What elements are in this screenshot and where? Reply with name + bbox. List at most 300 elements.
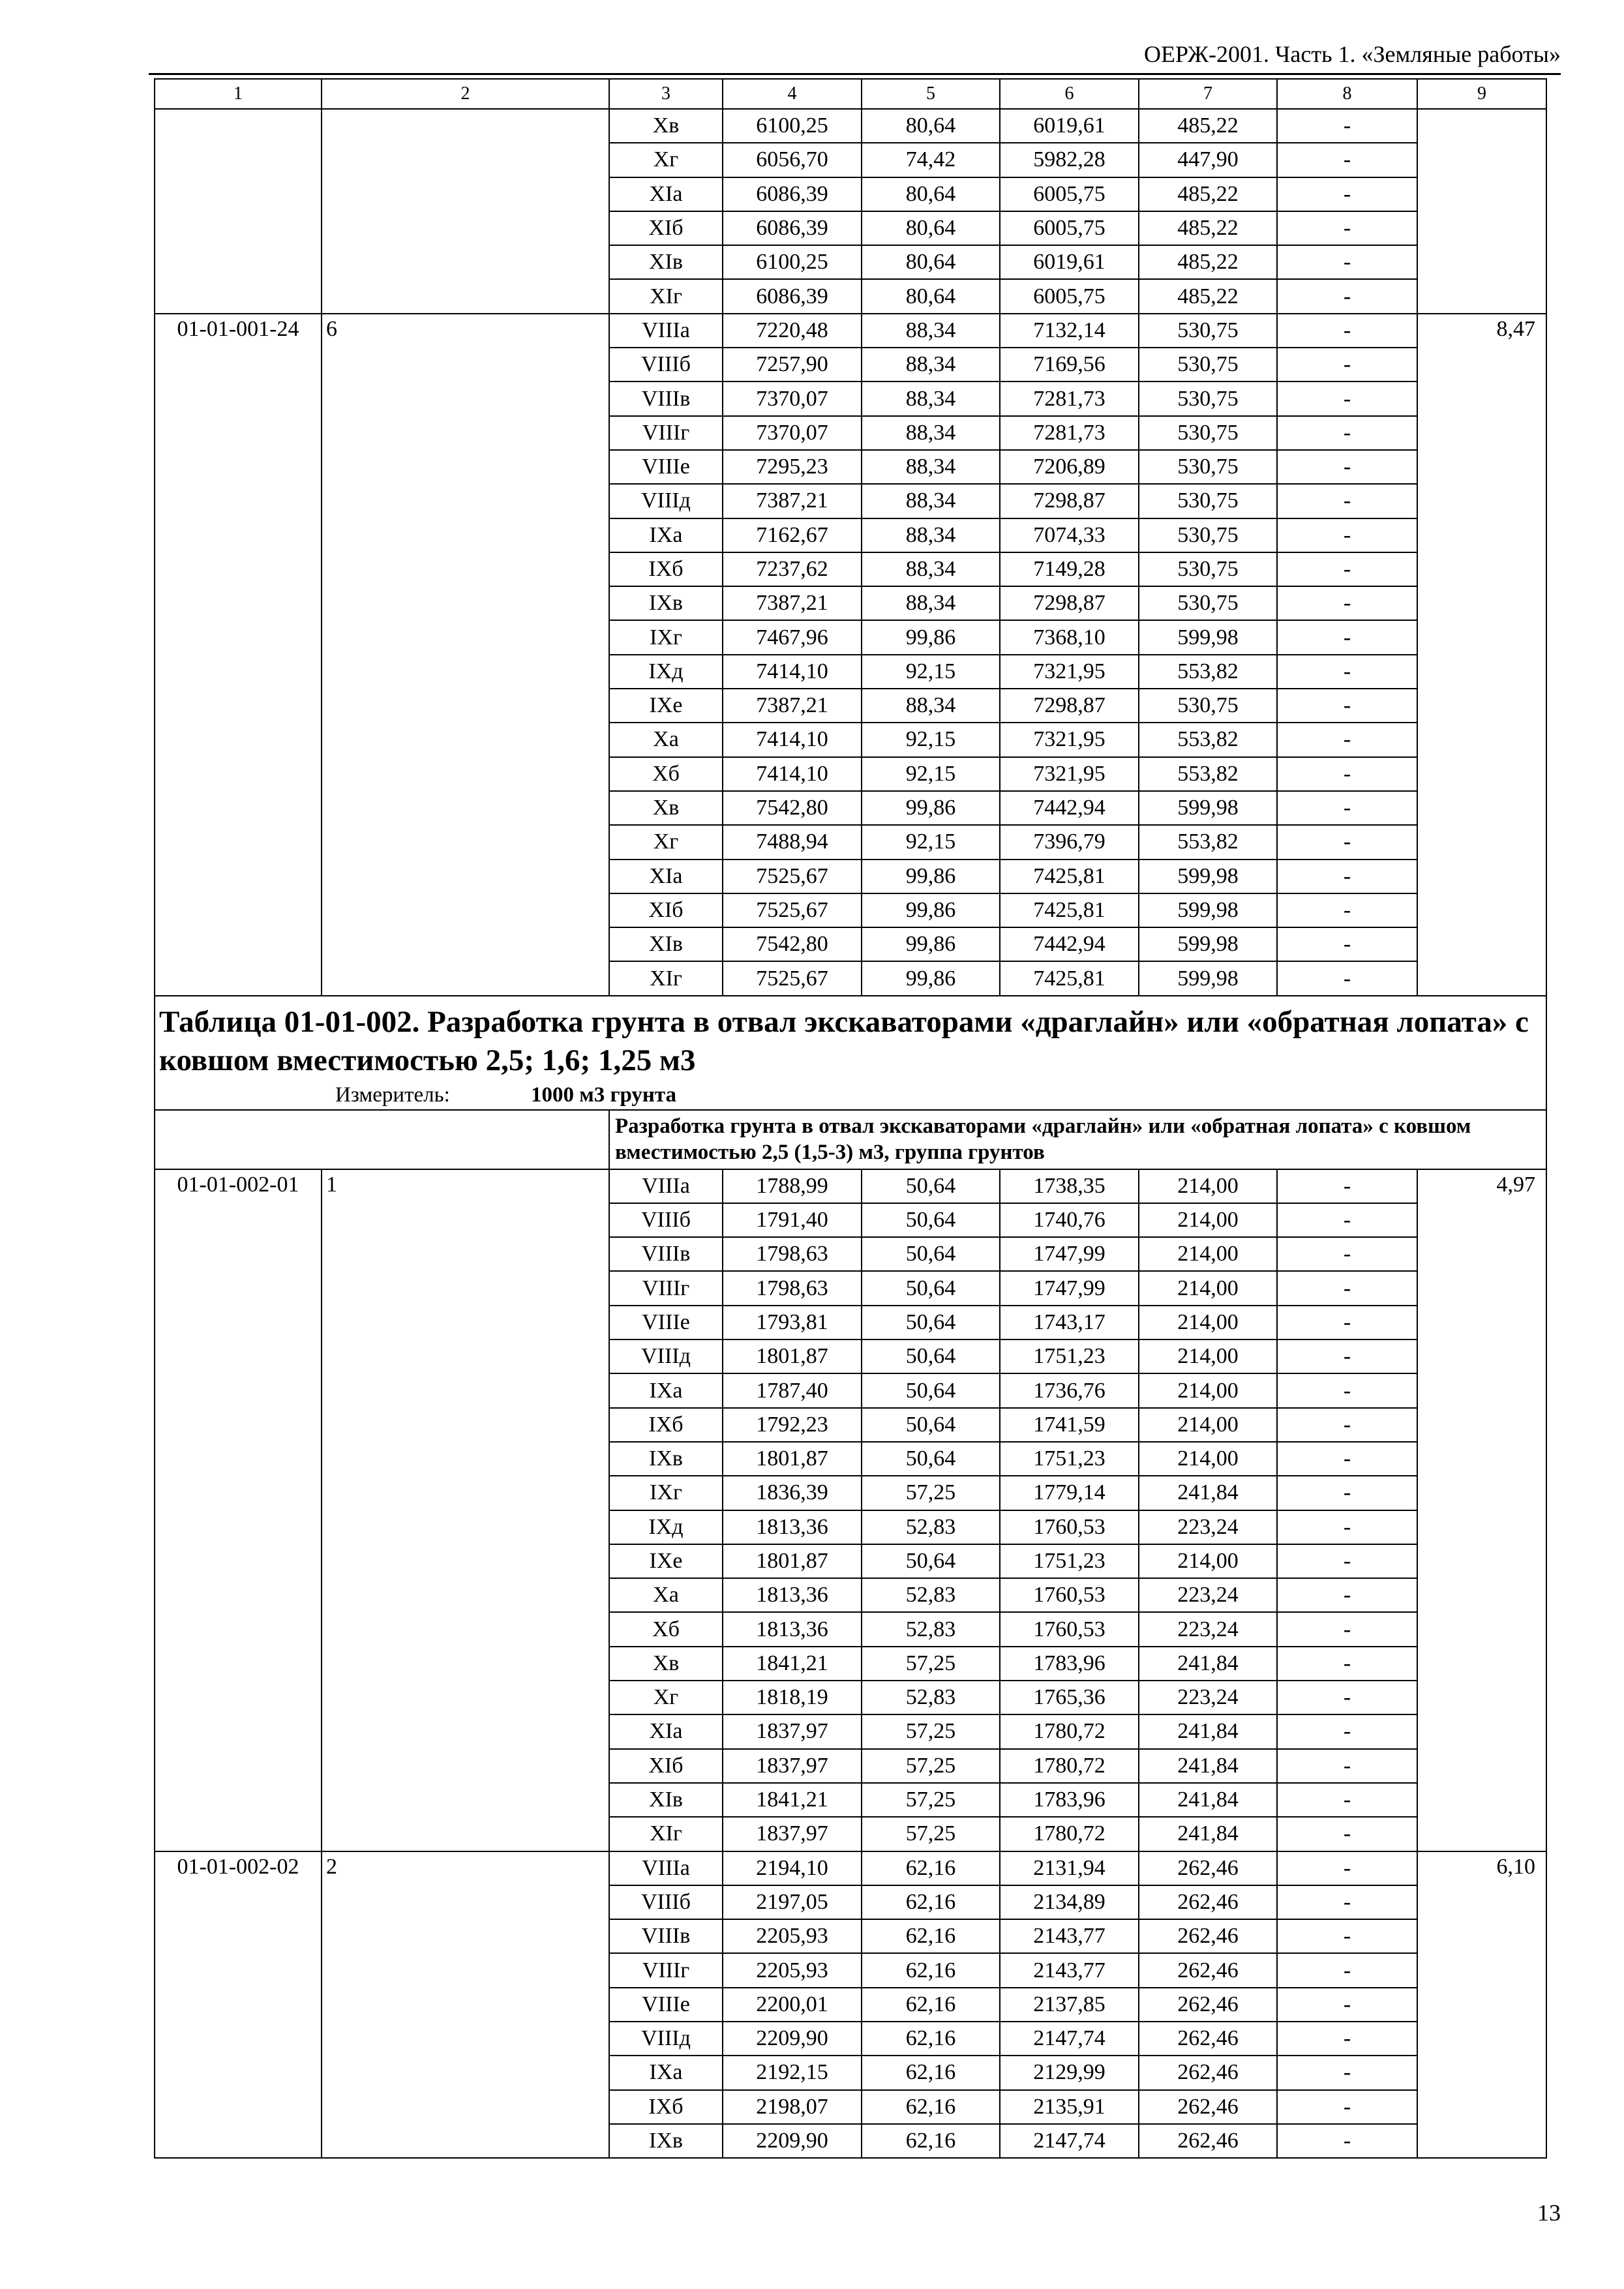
data-cell: - xyxy=(1277,1749,1417,1783)
data-cell: Xв xyxy=(609,109,723,143)
data-cell: 80,64 xyxy=(862,245,1000,279)
data-cell: 214,00 xyxy=(1139,1237,1277,1271)
data-cell: 7237,62 xyxy=(723,552,862,586)
column-number: 9 xyxy=(1417,79,1546,109)
data-cell: - xyxy=(1277,1237,1417,1271)
data-cell: 7442,94 xyxy=(1000,791,1139,825)
data-cell: 88,34 xyxy=(862,450,1000,484)
table-row xyxy=(155,1169,1546,1203)
data-cell: 50,64 xyxy=(862,1373,1000,1407)
data-cell: 1813,36 xyxy=(723,1510,862,1544)
data-cell: 99,86 xyxy=(862,620,1000,654)
data-cell: VIIIе xyxy=(609,1306,723,1339)
data-cell: 88,34 xyxy=(862,552,1000,586)
data-cell: 6086,39 xyxy=(723,211,862,245)
data-cell: 52,83 xyxy=(862,1681,1000,1714)
data-cell: 92,15 xyxy=(862,723,1000,756)
data-cell: - xyxy=(1277,1373,1417,1407)
data-cell: 6005,75 xyxy=(1000,279,1139,313)
data-cell: 214,00 xyxy=(1139,1408,1277,1442)
data-cell: 88,34 xyxy=(862,586,1000,620)
data-cell: 6005,75 xyxy=(1000,211,1139,245)
data-cell: 50,64 xyxy=(862,1408,1000,1442)
data-cell: 57,25 xyxy=(862,1783,1000,1817)
data-cell: 7281,73 xyxy=(1000,416,1139,450)
data-cell: VIIIг xyxy=(609,416,723,450)
data-cell: 92,15 xyxy=(862,757,1000,791)
data-cell: XIа xyxy=(609,860,723,893)
data-cell: 62,16 xyxy=(862,2056,1000,2089)
data-cell: IXа xyxy=(609,518,723,552)
data-cell: 1801,87 xyxy=(723,1544,862,1578)
data-cell: 1836,39 xyxy=(723,1476,862,1510)
data-cell: 7169,56 xyxy=(1000,348,1139,382)
data-cell: VIIIг xyxy=(609,1953,723,1987)
data-cell: 6086,39 xyxy=(723,279,862,313)
data-cell: 99,86 xyxy=(862,893,1000,927)
data-cell: 7414,10 xyxy=(723,655,862,689)
data-cell: IXг xyxy=(609,1476,723,1510)
data-cell: 1792,23 xyxy=(723,1408,862,1442)
data-cell: 1779,14 xyxy=(1000,1476,1139,1510)
column-number: 1 xyxy=(155,79,322,109)
data-cell: 553,82 xyxy=(1139,825,1277,859)
data-cell: 62,16 xyxy=(862,1919,1000,1953)
data-cell: VIIIв xyxy=(609,1919,723,1953)
data-cell: 2205,93 xyxy=(723,1919,862,1953)
data-cell: 1841,21 xyxy=(723,1783,862,1817)
data-cell: 52,83 xyxy=(862,1578,1000,1612)
data-cell: 599,98 xyxy=(1139,620,1277,654)
data-cell: 262,46 xyxy=(1139,2056,1277,2089)
table-row xyxy=(155,1851,1546,1885)
data-cell: 88,34 xyxy=(862,382,1000,415)
data-cell: 7321,95 xyxy=(1000,723,1139,756)
name-cell-empty xyxy=(322,109,609,314)
data-cell: - xyxy=(1277,1817,1417,1851)
data-cell: 262,46 xyxy=(1139,1885,1277,1919)
data-cell: 7488,94 xyxy=(723,825,862,859)
table-title: Таблица 01-01-002. Разработка грунта в отвал экскаваторами «драглайн» или «обратная лопата» с ковшом вместимостью 2,5; 1,6; 1,25 м3 xyxy=(155,996,1546,1081)
data-cell: 57,25 xyxy=(862,1749,1000,1783)
data-cell: 62,16 xyxy=(862,2090,1000,2124)
data-cell: 2143,77 xyxy=(1000,1953,1139,1987)
data-cell: - xyxy=(1277,1476,1417,1510)
data-cell: 80,64 xyxy=(862,211,1000,245)
data-cell: 223,24 xyxy=(1139,1681,1277,1714)
data-cell: - xyxy=(1277,791,1417,825)
data-cell: - xyxy=(1277,860,1417,893)
data-cell: 88,34 xyxy=(862,518,1000,552)
data-cell: 52,83 xyxy=(862,1612,1000,1646)
data-cell: 599,98 xyxy=(1139,961,1277,995)
data-cell: 50,64 xyxy=(862,1169,1000,1203)
data-cell: 57,25 xyxy=(862,1817,1000,1851)
data-cell: 7321,95 xyxy=(1000,655,1139,689)
data-cell: 62,16 xyxy=(862,1885,1000,1919)
data-cell: 6100,25 xyxy=(723,109,862,143)
data-cell: 2198,07 xyxy=(723,2090,862,2124)
data-cell: 7162,67 xyxy=(723,518,862,552)
data-cell: - xyxy=(1277,518,1417,552)
data-cell: - xyxy=(1277,961,1417,995)
rates-table xyxy=(154,78,1547,2159)
data-cell: 1793,81 xyxy=(723,1306,862,1339)
data-cell: Xв xyxy=(609,791,723,825)
data-cell: - xyxy=(1277,416,1417,450)
data-cell: - xyxy=(1277,1885,1417,1919)
data-cell: 57,25 xyxy=(862,1476,1000,1510)
data-cell: 1780,72 xyxy=(1000,1714,1139,1748)
data-cell: XIб xyxy=(609,1749,723,1783)
data-cell: VIIIв xyxy=(609,1237,723,1271)
data-cell: 1741,59 xyxy=(1000,1408,1139,1442)
data-cell: 485,22 xyxy=(1139,279,1277,313)
data-cell: 7206,89 xyxy=(1000,450,1139,484)
data-cell: 1780,72 xyxy=(1000,1817,1139,1851)
data-cell: 1751,23 xyxy=(1000,1442,1139,1476)
data-cell: 485,22 xyxy=(1139,177,1277,211)
data-cell: 447,90 xyxy=(1139,143,1277,177)
rates-table-body xyxy=(155,79,1546,2158)
data-cell: 7257,90 xyxy=(723,348,862,382)
data-cell: 92,15 xyxy=(862,655,1000,689)
data-cell: 50,64 xyxy=(862,1442,1000,1476)
data-cell: 6086,39 xyxy=(723,177,862,211)
column-number-row xyxy=(155,79,1546,109)
data-cell: - xyxy=(1277,1544,1417,1578)
data-cell: XIв xyxy=(609,1783,723,1817)
data-cell: - xyxy=(1277,1647,1417,1681)
data-cell: 2209,90 xyxy=(723,2124,862,2158)
data-cell: 262,46 xyxy=(1139,2090,1277,2124)
data-cell: VIIIе xyxy=(609,1988,723,2022)
rate-number: 1 xyxy=(322,1169,609,1851)
data-cell: - xyxy=(1277,586,1417,620)
data-cell: 241,84 xyxy=(1139,1749,1277,1783)
data-cell: XIв xyxy=(609,927,723,961)
data-cell: 6019,61 xyxy=(1000,109,1139,143)
data-cell: 7542,80 xyxy=(723,927,862,961)
data-cell: 62,16 xyxy=(862,1851,1000,1885)
table-row xyxy=(155,109,1546,143)
data-cell: 1801,87 xyxy=(723,1442,862,1476)
data-cell: 50,64 xyxy=(862,1271,1000,1305)
data-cell: 7295,23 xyxy=(723,450,862,484)
data-cell: 1783,96 xyxy=(1000,1783,1139,1817)
table-row xyxy=(155,314,1546,348)
data-cell: 7387,21 xyxy=(723,689,862,723)
data-cell: 7396,79 xyxy=(1000,825,1139,859)
data-cell: VIIIв xyxy=(609,382,723,415)
data-cell: 530,75 xyxy=(1139,518,1277,552)
page-number: 13 xyxy=(1537,2200,1561,2226)
data-cell: 2135,91 xyxy=(1000,2090,1139,2124)
data-cell: 99,86 xyxy=(862,860,1000,893)
data-cell: Xб xyxy=(609,1612,723,1646)
data-cell: XIа xyxy=(609,1714,723,1748)
data-cell: XIб xyxy=(609,211,723,245)
data-cell: 2200,01 xyxy=(723,1988,862,2022)
data-cell: - xyxy=(1277,2056,1417,2089)
data-cell: 1798,63 xyxy=(723,1237,862,1271)
data-cell: - xyxy=(1277,1578,1417,1612)
data-cell: 7074,33 xyxy=(1000,518,1139,552)
data-cell: 262,46 xyxy=(1139,1851,1277,1885)
data-cell: VIIIа xyxy=(609,314,723,348)
description-empty xyxy=(155,1110,609,1169)
data-cell: 599,98 xyxy=(1139,860,1277,893)
data-cell: 7298,87 xyxy=(1000,484,1139,518)
data-cell: IXб xyxy=(609,552,723,586)
data-cell: 214,00 xyxy=(1139,1203,1277,1237)
col9-value: 8,47 xyxy=(1417,314,1546,996)
rate-number: 6 xyxy=(322,314,609,996)
data-cell: VIIIг xyxy=(609,1271,723,1305)
data-cell: 223,24 xyxy=(1139,1612,1277,1646)
data-cell: - xyxy=(1277,689,1417,723)
column-number: 4 xyxy=(723,79,862,109)
data-cell: 88,34 xyxy=(862,416,1000,450)
data-cell: - xyxy=(1277,2022,1417,2056)
rate-number: 2 xyxy=(322,1851,609,2159)
data-cell: 92,15 xyxy=(862,825,1000,859)
data-cell: 262,46 xyxy=(1139,1919,1277,1953)
data-cell: 1787,40 xyxy=(723,1373,862,1407)
data-cell: - xyxy=(1277,757,1417,791)
data-cell: 1780,72 xyxy=(1000,1749,1139,1783)
data-cell: 88,34 xyxy=(862,484,1000,518)
data-cell: 80,64 xyxy=(862,279,1000,313)
rate-code: 01-01-001-24 xyxy=(155,314,322,996)
data-cell: 7387,21 xyxy=(723,484,862,518)
data-cell: IXд xyxy=(609,1510,723,1544)
data-cell: - xyxy=(1277,1919,1417,1953)
data-cell: 1760,53 xyxy=(1000,1612,1139,1646)
data-cell: XIг xyxy=(609,1817,723,1851)
data-cell: 1783,96 xyxy=(1000,1647,1139,1681)
data-cell: 1818,19 xyxy=(723,1681,862,1714)
data-cell: 2205,93 xyxy=(723,1953,862,1987)
data-cell: 1837,97 xyxy=(723,1714,862,1748)
data-cell: 7220,48 xyxy=(723,314,862,348)
data-cell: Xа xyxy=(609,723,723,756)
data-cell: 50,64 xyxy=(862,1339,1000,1373)
data-cell: Xв xyxy=(609,1647,723,1681)
data-cell: VIIIб xyxy=(609,1885,723,1919)
data-cell: XIв xyxy=(609,245,723,279)
col9-cell-empty xyxy=(1417,109,1546,314)
data-cell: 1760,53 xyxy=(1000,1510,1139,1544)
data-cell: 262,46 xyxy=(1139,2022,1277,2056)
data-cell: 7525,67 xyxy=(723,860,862,893)
column-number: 8 xyxy=(1277,79,1417,109)
data-cell: 241,84 xyxy=(1139,1714,1277,1748)
data-cell: 214,00 xyxy=(1139,1306,1277,1339)
data-cell: 485,22 xyxy=(1139,109,1277,143)
data-cell: 7370,07 xyxy=(723,382,862,415)
rate-code: 01-01-002-02 xyxy=(155,1851,322,2159)
data-cell: 6100,25 xyxy=(723,245,862,279)
data-cell: 2129,99 xyxy=(1000,2056,1139,2089)
data-cell: - xyxy=(1277,1306,1417,1339)
data-cell: Xб xyxy=(609,757,723,791)
data-cell: 530,75 xyxy=(1139,552,1277,586)
data-cell: - xyxy=(1277,1408,1417,1442)
data-cell: 2134,89 xyxy=(1000,1885,1139,1919)
data-cell: 99,86 xyxy=(862,791,1000,825)
header-rule xyxy=(149,73,1561,75)
data-cell: 57,25 xyxy=(862,1714,1000,1748)
data-cell: 52,83 xyxy=(862,1510,1000,1544)
data-cell: VIIIб xyxy=(609,348,723,382)
data-cell: 7425,81 xyxy=(1000,893,1139,927)
data-cell: - xyxy=(1277,620,1417,654)
data-cell: 2209,90 xyxy=(723,2022,862,2056)
data-cell: - xyxy=(1277,314,1417,348)
data-cell: 530,75 xyxy=(1139,382,1277,415)
data-cell: - xyxy=(1277,1783,1417,1817)
data-cell: 241,84 xyxy=(1139,1817,1277,1851)
data-cell: - xyxy=(1277,1510,1417,1544)
data-cell: 1738,35 xyxy=(1000,1169,1139,1203)
data-cell: - xyxy=(1277,1988,1417,2022)
data-cell: - xyxy=(1277,382,1417,415)
data-cell: - xyxy=(1277,723,1417,756)
col9-value: 4,97 xyxy=(1417,1169,1546,1851)
data-cell: - xyxy=(1277,109,1417,143)
data-cell: 1788,99 xyxy=(723,1169,862,1203)
data-cell: - xyxy=(1277,927,1417,961)
data-cell: 80,64 xyxy=(862,177,1000,211)
data-cell: 7387,21 xyxy=(723,586,862,620)
data-cell: 262,46 xyxy=(1139,1988,1277,2022)
rate-code: 01-01-002-01 xyxy=(155,1169,322,1851)
data-cell: 5982,28 xyxy=(1000,143,1139,177)
data-cell: - xyxy=(1277,2124,1417,2158)
data-cell: - xyxy=(1277,245,1417,279)
data-cell: 7298,87 xyxy=(1000,586,1139,620)
data-cell: - xyxy=(1277,1442,1417,1476)
data-cell: IXе xyxy=(609,1544,723,1578)
data-cell: 485,22 xyxy=(1139,211,1277,245)
data-cell: 57,25 xyxy=(862,1647,1000,1681)
data-cell: IXв xyxy=(609,1442,723,1476)
data-cell: 2147,74 xyxy=(1000,2124,1139,2158)
data-cell: 1837,97 xyxy=(723,1817,862,1851)
data-cell: 1747,99 xyxy=(1000,1237,1139,1271)
data-cell: 62,16 xyxy=(862,1988,1000,2022)
data-cell: 50,64 xyxy=(862,1237,1000,1271)
data-cell: - xyxy=(1277,279,1417,313)
data-cell: - xyxy=(1277,1681,1417,1714)
data-cell: IXб xyxy=(609,2090,723,2124)
column-number: 3 xyxy=(609,79,723,109)
description-text: Разработка грунта в отвал экскаваторами «драглайн» или «обратная лопата» с ковшом вместимостью 2,5 (1,5-3) м3, группа грунтов xyxy=(609,1110,1546,1169)
data-cell: 7370,07 xyxy=(723,416,862,450)
data-cell: 7132,14 xyxy=(1000,314,1139,348)
data-cell: 485,22 xyxy=(1139,245,1277,279)
data-cell: 7425,81 xyxy=(1000,961,1139,995)
data-cell: 530,75 xyxy=(1139,348,1277,382)
data-cell: 2143,77 xyxy=(1000,1919,1139,1953)
data-cell: 1798,63 xyxy=(723,1271,862,1305)
data-cell: 1791,40 xyxy=(723,1203,862,1237)
data-cell: 214,00 xyxy=(1139,1271,1277,1305)
data-cell: 50,64 xyxy=(862,1544,1000,1578)
data-cell: 553,82 xyxy=(1139,655,1277,689)
data-cell: 7298,87 xyxy=(1000,689,1139,723)
data-cell: VIIIд xyxy=(609,2022,723,2056)
data-cell: - xyxy=(1277,552,1417,586)
data-cell: - xyxy=(1277,1169,1417,1203)
data-cell: 223,24 xyxy=(1139,1578,1277,1612)
data-cell: VIIIд xyxy=(609,484,723,518)
data-cell: 50,64 xyxy=(862,1203,1000,1237)
data-cell: 214,00 xyxy=(1139,1373,1277,1407)
data-cell: 553,82 xyxy=(1139,723,1277,756)
data-cell: 99,86 xyxy=(862,961,1000,995)
data-cell: 62,16 xyxy=(862,2022,1000,2056)
data-cell: 1751,23 xyxy=(1000,1544,1139,1578)
data-cell: 1813,36 xyxy=(723,1578,862,1612)
data-cell: VIIIд xyxy=(609,1339,723,1373)
data-cell: 2131,94 xyxy=(1000,1851,1139,1885)
data-cell: 241,84 xyxy=(1139,1476,1277,1510)
measure-value: 1000 м3 грунта xyxy=(531,1083,677,1107)
data-cell: - xyxy=(1277,1203,1417,1237)
data-cell: 2147,74 xyxy=(1000,2022,1139,2056)
data-cell: 262,46 xyxy=(1139,1953,1277,1987)
data-cell: XIа xyxy=(609,177,723,211)
data-cell: 7525,67 xyxy=(723,893,862,927)
data-cell: - xyxy=(1277,177,1417,211)
data-cell: 241,84 xyxy=(1139,1783,1277,1817)
data-cell: 214,00 xyxy=(1139,1169,1277,1203)
data-cell: 7442,94 xyxy=(1000,927,1139,961)
data-cell: 530,75 xyxy=(1139,484,1277,518)
data-cell: 2137,85 xyxy=(1000,1988,1139,2022)
data-cell: VIIIа xyxy=(609,1851,723,1885)
table-title-row xyxy=(155,996,1546,1081)
data-cell: 7321,95 xyxy=(1000,757,1139,791)
data-cell: 599,98 xyxy=(1139,927,1277,961)
data-cell: 88,34 xyxy=(862,314,1000,348)
data-cell: - xyxy=(1277,1851,1417,1885)
data-cell: 6056,70 xyxy=(723,143,862,177)
data-cell: 1747,99 xyxy=(1000,1271,1139,1305)
data-cell: 599,98 xyxy=(1139,893,1277,927)
data-cell: - xyxy=(1277,1339,1417,1373)
data-cell: 530,75 xyxy=(1139,314,1277,348)
data-cell: 7414,10 xyxy=(723,757,862,791)
data-cell: - xyxy=(1277,211,1417,245)
data-cell: 1743,17 xyxy=(1000,1306,1139,1339)
code-cell-empty xyxy=(155,109,322,314)
data-cell: 74,42 xyxy=(862,143,1000,177)
data-cell: - xyxy=(1277,1271,1417,1305)
data-cell: 1801,87 xyxy=(723,1339,862,1373)
column-number: 6 xyxy=(1000,79,1139,109)
data-cell: 2194,10 xyxy=(723,1851,862,1885)
data-cell: XIг xyxy=(609,961,723,995)
data-cell: 88,34 xyxy=(862,348,1000,382)
data-cell: 1751,23 xyxy=(1000,1339,1139,1373)
data-cell: IXе xyxy=(609,689,723,723)
data-cell: 599,98 xyxy=(1139,791,1277,825)
data-cell: 62,16 xyxy=(862,2124,1000,2158)
data-cell: - xyxy=(1277,1714,1417,1748)
